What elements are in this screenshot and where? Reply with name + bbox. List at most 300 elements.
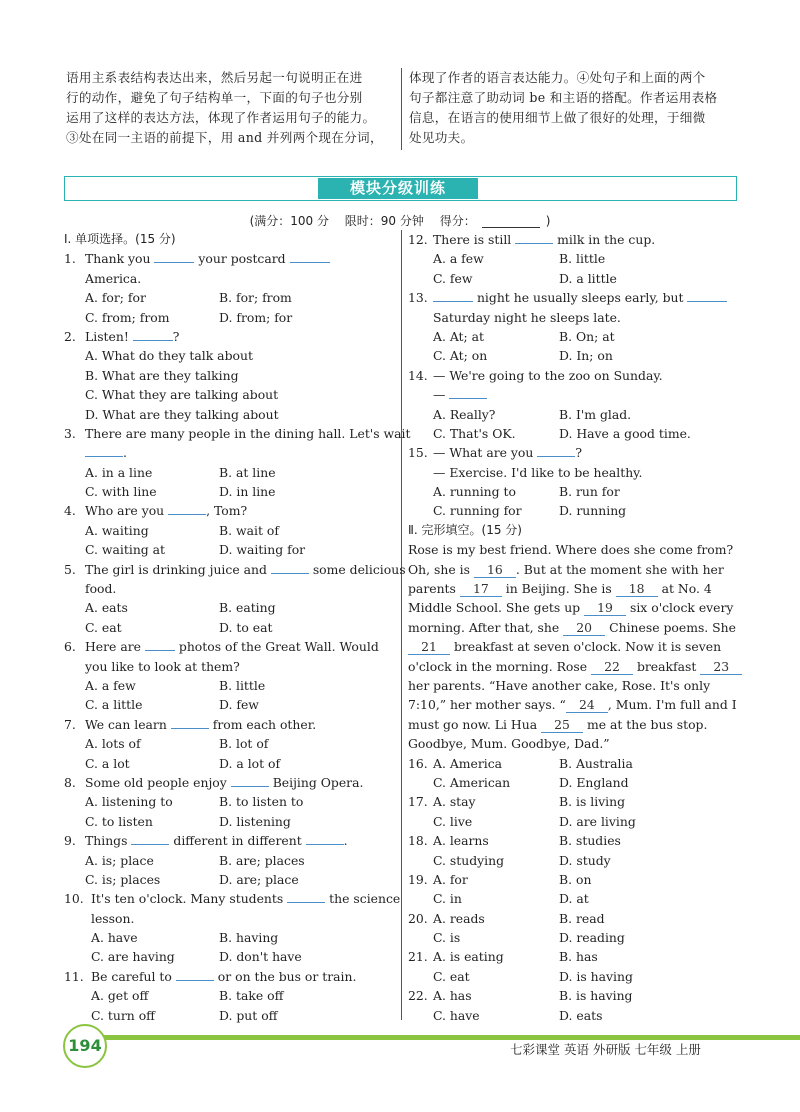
passage-line	[408, 676, 738, 695]
option[interactable]: A. a few	[85, 677, 136, 693]
option[interactable]: D. in line	[219, 484, 276, 500]
question-stem	[64, 560, 406, 579]
stem-text: — What are you	[433, 445, 534, 461]
option[interactable]: A. running to	[433, 484, 516, 500]
passage-text: in Beijing. She is	[501, 581, 616, 597]
option[interactable]: A. for	[433, 871, 468, 887]
option-row	[64, 676, 396, 695]
option-row	[408, 928, 738, 947]
option[interactable]: C. is	[433, 930, 461, 946]
option[interactable]: B. at line	[219, 464, 276, 480]
book-title: 七彩课堂 英语 外研版 七年级 上册	[510, 1042, 701, 1057]
intro-line: 体现了作者的语言表达能力。④处句子和上面的两个	[409, 70, 706, 85]
answer-blank[interactable]	[449, 386, 487, 399]
stem-text: It's ten o'clock. Many students	[91, 891, 284, 907]
option-row	[64, 851, 396, 870]
cloze-question	[408, 870, 738, 889]
option[interactable]: B. studies	[559, 833, 621, 849]
question-number: 21.	[408, 949, 428, 965]
question-number: 16.	[408, 755, 428, 771]
option-row	[408, 346, 738, 365]
stem-continuation	[64, 909, 396, 928]
option[interactable]: D. is having	[559, 968, 633, 984]
option[interactable]: C. a little	[85, 697, 143, 713]
cloze-blank[interactable]: 18	[616, 582, 658, 597]
cloze-question	[408, 986, 738, 1005]
option[interactable]: C. are having	[91, 949, 175, 965]
option-row	[408, 967, 738, 986]
passage-text: Chinese poems. She	[605, 619, 736, 635]
question-number: 12.	[408, 232, 428, 247]
stem-continuation	[408, 463, 738, 482]
answer-blank[interactable]	[133, 328, 173, 341]
stem-text: ?	[575, 445, 582, 461]
option[interactable]: B. I'm glad.	[559, 406, 632, 422]
option[interactable]: B. take off	[219, 988, 284, 1004]
option-row	[408, 1006, 738, 1025]
option[interactable]: B. wait of	[219, 522, 279, 538]
option-row	[64, 288, 396, 307]
option-row	[408, 482, 738, 501]
answer-blank[interactable]	[168, 502, 206, 515]
intro-line: 语用主系表结构表达出来，然后另起一句说明正在进	[66, 70, 363, 85]
passage-text: . But at the moment she with her	[515, 561, 724, 577]
passage-line	[408, 734, 738, 753]
stem-continuation	[408, 308, 738, 327]
option[interactable]: D. from; for	[219, 309, 293, 325]
stem-text: —	[433, 387, 446, 403]
option[interactable]: B. run for	[559, 484, 620, 500]
stem-text: Saturday night he sleeps late.	[433, 309, 621, 325]
cloze-question	[408, 947, 738, 966]
option-row	[64, 308, 396, 327]
question-number: 22.	[408, 988, 428, 1004]
option[interactable]: A. for; for	[85, 290, 146, 306]
option[interactable]: C. in	[433, 891, 462, 907]
passage-text: me at the bus stop.	[583, 716, 708, 732]
question-stem	[64, 424, 411, 443]
passage-line	[408, 715, 738, 734]
question-stem	[64, 831, 396, 850]
passage-text: her parents. “Have another cake, Rose. It's only	[408, 677, 711, 693]
option[interactable]: C. running for	[433, 503, 522, 519]
stem-text: Things	[85, 833, 128, 849]
passage-line	[408, 657, 738, 676]
option-row	[408, 851, 738, 870]
option[interactable]: C. to listen	[85, 813, 153, 829]
option[interactable]: D. reading	[559, 930, 625, 946]
option-row	[64, 366, 396, 385]
option-row	[64, 618, 396, 637]
question-stem	[408, 288, 738, 307]
option[interactable]: D. few	[219, 697, 259, 713]
option[interactable]: C. At; on	[433, 348, 488, 364]
cloze-blank[interactable]: 24	[566, 698, 608, 713]
option-row	[408, 405, 738, 424]
cloze-question	[408, 831, 738, 850]
intro-left-column	[66, 68, 396, 148]
option[interactable]: B. What are they talking	[85, 367, 239, 383]
stem-text: ?	[172, 328, 180, 344]
question-number: 1.	[64, 251, 76, 267]
option[interactable]: B. lot of	[219, 736, 269, 752]
passage-line	[408, 540, 738, 559]
question-number: 6.	[64, 639, 76, 655]
option[interactable]: C. waiting at	[85, 542, 166, 558]
option[interactable]: D. don't have	[219, 949, 302, 965]
close-paren: )	[545, 214, 551, 228]
option-row	[408, 773, 738, 792]
option[interactable]: A. At; at	[433, 328, 485, 344]
option[interactable]: C. from; from	[85, 309, 170, 325]
option[interactable]: B. on	[559, 871, 592, 887]
option-row	[408, 249, 738, 268]
passage-text: Goodbye, Mum. Goodbye, Dad.”	[408, 736, 610, 752]
question-number: 2.	[64, 328, 76, 344]
answer-blank[interactable]	[231, 774, 269, 787]
passage-line	[408, 695, 738, 714]
question-number: 19.	[408, 871, 428, 887]
stem-text: The girl is drinking juice and	[85, 561, 267, 577]
score-blank[interactable]	[482, 215, 540, 228]
intro-line: 处见功夫。	[409, 130, 474, 145]
answer-blank[interactable]	[154, 250, 194, 263]
stem-text: photos of the Great Wall. Would	[178, 639, 379, 655]
left-question-column	[64, 230, 411, 1025]
answer-blank[interactable]	[290, 250, 330, 263]
option[interactable]: C. turn off	[91, 1007, 155, 1023]
option[interactable]: D. are living	[559, 813, 636, 829]
option[interactable]: D. In; on	[559, 348, 613, 364]
option[interactable]: C. few	[433, 270, 473, 286]
stem-text: your postcard	[198, 251, 286, 267]
stem-text: milk in the cup.	[557, 232, 656, 247]
stem-text: .	[123, 445, 127, 461]
passage-text: breakfast at seven o'clock. Now it is seven	[450, 639, 722, 655]
stem-text: Listen!	[85, 328, 129, 344]
stem-continuation	[64, 269, 396, 288]
option[interactable]: D. put off	[219, 1007, 278, 1023]
option-row	[64, 754, 396, 773]
option-row	[408, 812, 738, 831]
option[interactable]: D. listening	[219, 813, 291, 829]
stem-text: Be careful to	[91, 968, 172, 984]
option[interactable]: D. are; place	[219, 871, 299, 887]
option[interactable]: A. a few	[433, 251, 484, 267]
cloze-blank[interactable]: 23	[700, 660, 742, 675]
option[interactable]: C. eat	[85, 619, 122, 635]
question-stem	[64, 249, 396, 268]
cloze-question	[408, 792, 738, 811]
question-number: 4.	[64, 503, 76, 519]
cloze-blank[interactable]: 25	[541, 718, 583, 733]
question-number: 15.	[408, 445, 428, 461]
passage-text: Rose is my best friend. Where does she come from?	[408, 542, 734, 558]
option[interactable]: B. has	[559, 949, 598, 965]
passage-text: Middle School. She gets up	[408, 600, 585, 616]
answer-blank[interactable]	[687, 289, 727, 302]
stem-text: There is still	[433, 232, 512, 247]
question-stem	[408, 230, 738, 249]
full-score: (满分：100 分	[249, 214, 329, 228]
stem-text: .	[343, 833, 348, 849]
score-info	[0, 212, 800, 229]
question-number: 14.	[408, 367, 428, 383]
stem-text: food.	[85, 581, 117, 597]
stem-text: different in different	[173, 833, 302, 849]
score-label: 得分：	[439, 214, 476, 228]
passage-text: o'clock in the morning. Rose	[408, 658, 592, 674]
passage-text: parents	[408, 581, 460, 597]
option-row	[64, 734, 396, 753]
question-number: 8.	[64, 774, 76, 790]
question-number: 13.	[408, 290, 428, 306]
passage-text: Oh, she is	[408, 561, 474, 577]
option[interactable]: C. What they are talking about	[85, 387, 279, 403]
passage-line	[408, 579, 738, 598]
stem-continuation	[64, 657, 396, 676]
option[interactable]: B. are; places	[219, 852, 305, 868]
option[interactable]: D. running	[559, 503, 627, 519]
stem-text: — Exercise. I'd like to be healthy.	[433, 464, 643, 480]
option[interactable]: C. with line	[85, 484, 157, 500]
option-row	[64, 695, 396, 714]
cloze-blank[interactable]: 16	[474, 563, 516, 578]
question-number: 20.	[408, 910, 428, 926]
stem-text: Thank you	[85, 251, 151, 267]
column-divider	[401, 68, 402, 150]
passage-line	[408, 637, 738, 656]
stem-text: — We're going to the zoo on Sunday.	[433, 367, 663, 383]
option[interactable]: B. to listen to	[219, 794, 304, 810]
question-number: 17.	[408, 794, 428, 810]
cloze-options	[408, 754, 738, 1025]
intro-line: ③处在同一主语的前提下，用 and 并列两个现在分词，	[66, 130, 383, 145]
right-question-column	[408, 230, 738, 1025]
option[interactable]: A. What do they talk about	[85, 348, 253, 364]
passage-text: , Mum. I'm full and I	[607, 697, 737, 713]
option[interactable]: B. read	[559, 910, 605, 926]
question-number: 11.	[64, 968, 84, 984]
cloze-blank[interactable]: 21	[408, 640, 450, 655]
option-row	[64, 986, 396, 1005]
passage-text: must go now. Li Hua	[408, 716, 542, 732]
intro-line: 句子都注意了助动词 be 和主语的搭配。作者运用表格	[409, 90, 718, 105]
stem-text: from each other.	[212, 716, 317, 732]
option[interactable]: A. listening to	[85, 794, 173, 810]
question-stem	[64, 967, 396, 986]
option-row	[64, 385, 396, 404]
answer-blank[interactable]	[306, 832, 344, 845]
option-row	[64, 405, 396, 424]
option[interactable]: D. eats	[559, 1007, 603, 1023]
question-stem	[64, 773, 396, 792]
option[interactable]: D. to eat	[219, 619, 273, 635]
option[interactable]: D. waiting for	[219, 542, 306, 558]
option-row	[64, 792, 396, 811]
answer-blank[interactable]	[145, 638, 175, 651]
section-heading: Ⅱ. 完形填空。(15 分)	[408, 522, 522, 537]
option-row	[64, 482, 396, 501]
option[interactable]: B. for; from	[219, 290, 292, 306]
option-row	[408, 424, 738, 443]
cloze-blank[interactable]: 17	[460, 582, 502, 597]
passage-text: morning. After that, she	[408, 619, 564, 635]
stem-continuation	[64, 443, 396, 462]
option[interactable]: A. is; place	[85, 852, 154, 868]
stem-text: Who are you	[85, 503, 165, 519]
stem-text: , Tom?	[206, 503, 248, 519]
answer-blank[interactable]	[433, 289, 473, 302]
stem-text: Some old people enjoy	[85, 774, 227, 790]
option-row	[64, 463, 396, 482]
option[interactable]: C. is; places	[85, 871, 161, 887]
option[interactable]: A. eats	[85, 600, 128, 616]
stem-continuation	[64, 579, 396, 598]
option-row	[408, 269, 738, 288]
cloze-blank[interactable]: 20	[563, 621, 605, 636]
question-number: 3.	[64, 425, 76, 441]
option[interactable]: C. American	[433, 774, 511, 790]
cloze-question	[408, 909, 738, 928]
cloze-blank[interactable]: 19	[584, 601, 626, 616]
intro-line: 行的动作，避免了句子结构单一，下面的句子也分别	[66, 90, 363, 105]
option-row	[64, 812, 396, 831]
stem-text: or on the bus or train.	[217, 968, 357, 984]
option-row	[64, 598, 396, 617]
option[interactable]: B. is living	[559, 794, 626, 810]
option-row	[408, 501, 738, 520]
option-row	[64, 870, 396, 889]
option[interactable]: D. Have a good time.	[559, 425, 691, 441]
option-row	[64, 928, 396, 947]
option[interactable]: D. England	[559, 774, 629, 790]
stem-text: There are many people in the dining hall. Let's wait	[85, 425, 411, 441]
stem-text: Beijing Opera.	[272, 774, 364, 790]
question-stem	[408, 366, 738, 385]
option-row	[64, 540, 396, 559]
option[interactable]: B. having	[219, 930, 279, 946]
option[interactable]: A. get off	[91, 988, 149, 1004]
passage-line	[408, 560, 738, 579]
question-number: 10.	[64, 891, 84, 907]
question-number: 5.	[64, 561, 76, 577]
option[interactable]: D. study	[559, 852, 611, 868]
option[interactable]: B. little	[219, 677, 266, 693]
passage-line	[408, 618, 738, 637]
option[interactable]: A. waiting	[85, 522, 149, 538]
answer-blank[interactable]	[85, 444, 123, 457]
option[interactable]: A. Really?	[433, 406, 496, 422]
intro-line: 信息，在语言的使用细节上做了很好的处理，于细微	[409, 110, 706, 125]
question-stem	[64, 501, 396, 520]
cloze-question	[408, 754, 738, 773]
passage-line	[408, 598, 738, 617]
option[interactable]: A. stay	[433, 794, 476, 810]
column-divider	[401, 230, 402, 1020]
stem-text: We can learn	[85, 716, 167, 732]
intro-line: 运用了这样的表达方法，体现了作者运用句子的能力。	[66, 110, 376, 125]
option[interactable]: B. Australia	[559, 755, 633, 771]
question-stem	[64, 637, 396, 656]
option[interactable]: C. That's OK.	[433, 425, 516, 441]
question-stem	[408, 443, 738, 462]
option[interactable]: A. has	[433, 988, 472, 1004]
passage-text: six o'clock every	[626, 600, 734, 616]
section-heading: Ⅰ. 单项选择。(15 分)	[64, 232, 176, 246]
question-number: 9.	[64, 833, 76, 849]
option[interactable]: B. little	[559, 251, 606, 267]
stem-text: some delicious	[312, 561, 406, 577]
stem-text: the science	[329, 891, 401, 907]
option[interactable]: C. studying	[433, 852, 505, 868]
option[interactable]: C. have	[433, 1007, 480, 1023]
option-row	[408, 327, 738, 346]
option[interactable]: A. learns	[433, 833, 489, 849]
passage-text: breakfast	[633, 658, 701, 674]
option[interactable]: A. America	[433, 755, 503, 771]
option[interactable]: A. is eating	[433, 949, 504, 965]
stem-text: lesson.	[91, 910, 135, 926]
option[interactable]: B. eating	[219, 600, 276, 616]
option[interactable]: A. have	[91, 930, 138, 946]
option[interactable]: A. lots of	[85, 736, 141, 752]
cloze-blank[interactable]: 22	[591, 660, 633, 675]
question-number: 18.	[408, 833, 428, 849]
stem-text: you like to look at them?	[85, 658, 240, 674]
option[interactable]: B. is having	[559, 988, 633, 1004]
option[interactable]: B. On; at	[559, 328, 615, 344]
option[interactable]: A. reads	[433, 910, 485, 926]
stem-text: America.	[85, 270, 142, 286]
passage-text: at No. 4	[657, 581, 712, 597]
option[interactable]: C. eat	[433, 968, 470, 984]
time-limit: 限时：90 分钟	[344, 214, 424, 228]
option[interactable]: A. in a line	[85, 464, 153, 480]
option-row	[408, 889, 738, 908]
passage-text: 7:10,” her mother says. “	[408, 697, 566, 713]
option[interactable]: D. a little	[559, 270, 617, 286]
answer-blank[interactable]	[171, 716, 209, 729]
option[interactable]: C. live	[433, 813, 473, 829]
question-stem	[64, 889, 401, 908]
answer-blank[interactable]	[176, 968, 214, 981]
stem-text: Here are	[85, 639, 141, 655]
question-stem	[64, 715, 396, 734]
option-row	[64, 1006, 396, 1025]
option[interactable]: D. a lot of	[219, 755, 281, 771]
stem-text: night he usually sleeps early, but	[476, 290, 684, 306]
option[interactable]: C. a lot	[85, 755, 130, 771]
answer-blank[interactable]	[271, 561, 309, 574]
page-number: 194	[63, 1024, 107, 1068]
answer-blank[interactable]	[537, 444, 575, 457]
option[interactable]: D. What are they talking about	[85, 406, 279, 422]
answer-blank[interactable]	[131, 832, 169, 845]
answer-blank[interactable]	[515, 231, 553, 244]
intro-right-column	[409, 68, 739, 148]
cloze-passage	[408, 540, 738, 753]
option[interactable]: D. at	[559, 891, 589, 907]
answer-blank[interactable]	[287, 890, 325, 903]
option-row	[64, 947, 396, 966]
question-number: 7.	[64, 716, 76, 732]
option-row	[64, 521, 396, 540]
stem-continuation	[408, 385, 738, 404]
question-stem	[64, 327, 396, 346]
banner-title: 模块分级训练	[318, 178, 478, 199]
option-row	[64, 346, 396, 365]
